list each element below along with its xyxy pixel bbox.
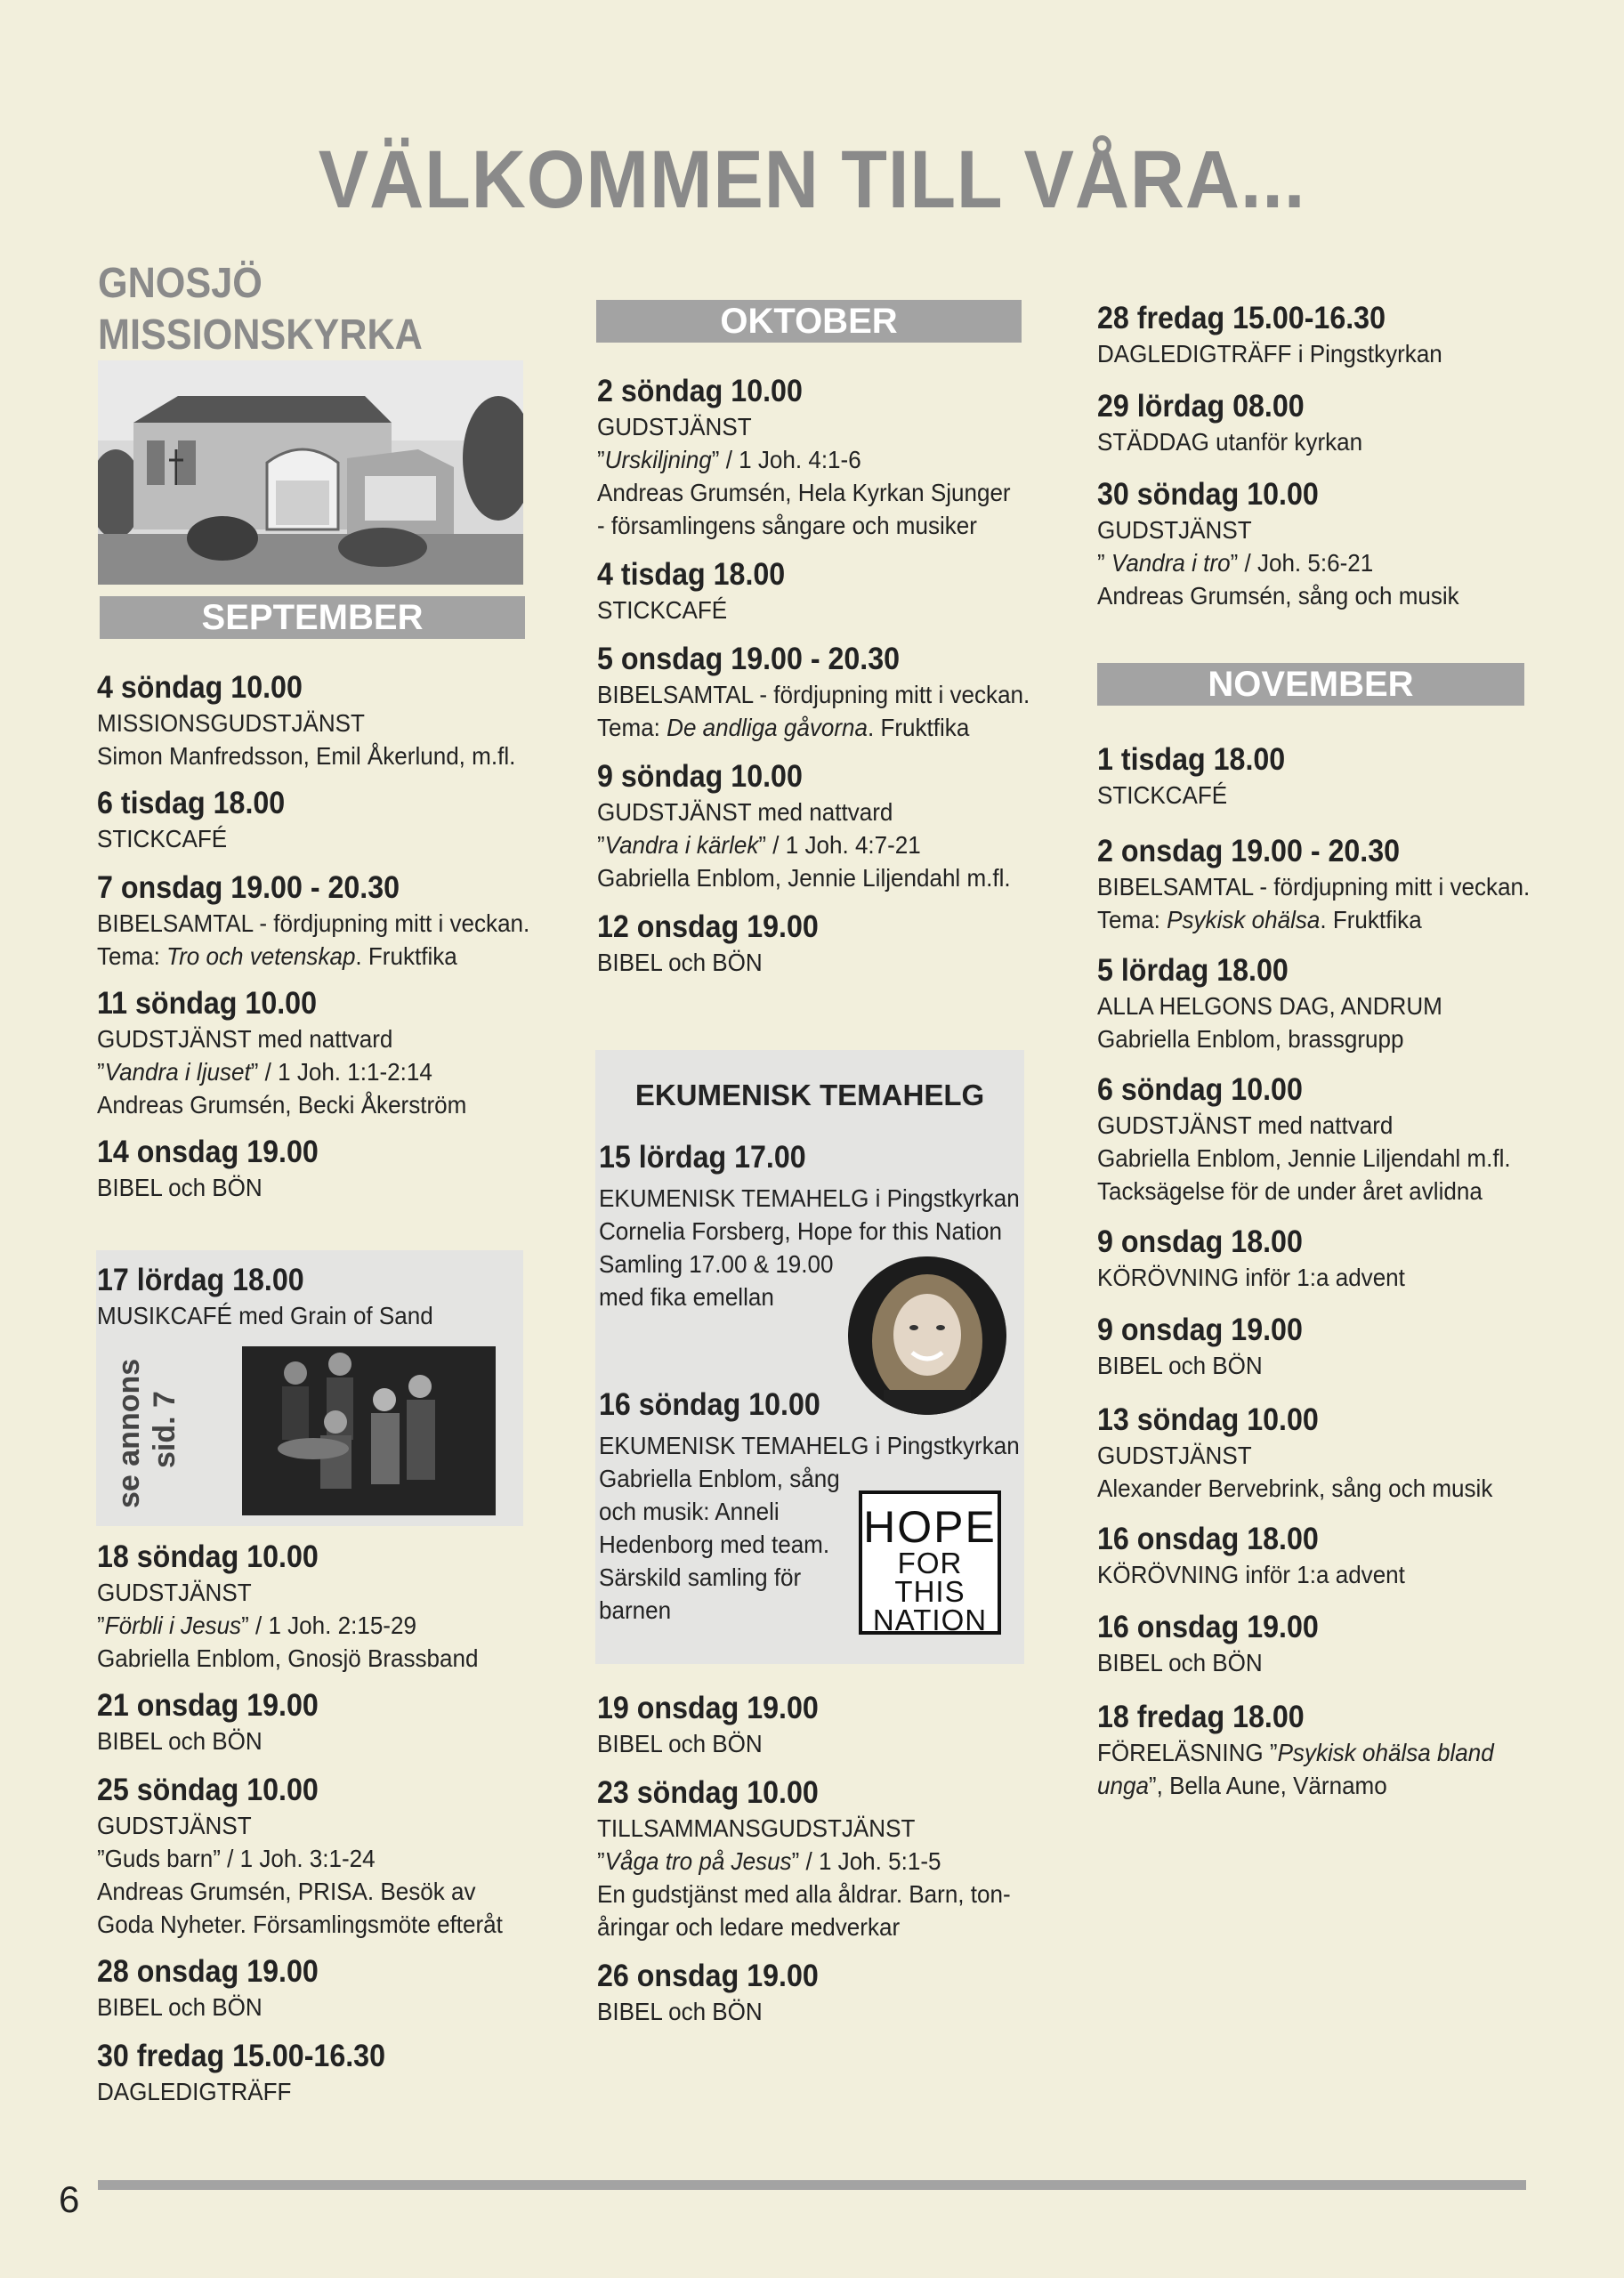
event-line: BIBEL och BÖN bbox=[97, 1993, 263, 2021]
event-line: BIBEL och BÖN bbox=[597, 1730, 763, 1757]
event bbox=[1097, 388, 1578, 458]
event-title: 16 onsdag 19.00 bbox=[1097, 1610, 1319, 1644]
event-line: med fika emellan bbox=[599, 1283, 774, 1311]
event-title: 30 fredag 15.00-16.30 bbox=[97, 2039, 385, 2073]
church-name-line2: MISSIONSKYRKA bbox=[98, 311, 423, 359]
musikcafe-event bbox=[97, 1262, 515, 1332]
oktober-events-col3 bbox=[1097, 300, 1578, 612]
event bbox=[597, 373, 1060, 542]
event-line: En gudstjänst med alla åldrar. Barn, ton- bbox=[597, 1880, 1011, 1908]
event bbox=[597, 1774, 1060, 1943]
event-line: BIBEL och BÖN bbox=[97, 1174, 263, 1201]
event bbox=[97, 1687, 560, 1757]
event-title: 6 tisdag 18.00 bbox=[97, 786, 286, 820]
event-line: MISSIONSGUDSTJÄNST bbox=[97, 709, 365, 737]
event-title: 29 lördag 08.00 bbox=[1097, 389, 1305, 424]
event bbox=[1097, 741, 1596, 812]
event-line: BIBEL och BÖN bbox=[1097, 1352, 1263, 1379]
event-line: Andreas Grumsén, sång och musik bbox=[1097, 582, 1459, 610]
event-title: 4 söndag 10.00 bbox=[97, 670, 303, 705]
event-line: GUDSTJÄNST med nattvard bbox=[97, 1025, 393, 1053]
event-title: 28 fredag 15.00-16.30 bbox=[1097, 301, 1386, 335]
event-lecture-cont: unga”, Bella Aune, Värnamo bbox=[1097, 1772, 1387, 1799]
event-line: MUSIKCAFÉ med Grain of Sand bbox=[97, 1302, 433, 1329]
event-title: 15 lördag 17.00 bbox=[599, 1140, 806, 1175]
november-events bbox=[1097, 741, 1596, 1802]
event-line: EKUMENISK TEMAHELG i Pingstkyrkan bbox=[599, 1432, 1020, 1459]
event-verse: ”Vandra i ljuset” / 1 Joh. 1:1-2:14 bbox=[97, 1058, 432, 1086]
event bbox=[1097, 952, 1596, 1055]
church-name-line1: GNOSJÖ bbox=[98, 260, 263, 307]
event bbox=[1097, 1224, 1596, 1294]
see-ad-line1: se annons bbox=[112, 1358, 146, 1508]
event-theme: Tema: De andliga gåvorna. Fruktfika bbox=[597, 714, 970, 741]
see-ad-note bbox=[111, 1359, 182, 1508]
event-title: 4 tisdag 18.00 bbox=[597, 557, 786, 592]
event-line: GUDSTJÄNST med nattvard bbox=[597, 798, 893, 826]
event bbox=[1097, 1521, 1596, 1591]
event-title: 17 lördag 18.00 bbox=[97, 1263, 304, 1297]
event-line: GUDSTJÄNST bbox=[597, 413, 752, 440]
event-line: STICKCAFÉ bbox=[597, 596, 728, 624]
event-line: Särskild samling för bbox=[599, 1563, 802, 1591]
event-line: TILLSAMMANSGUDSTJÄNST bbox=[597, 1814, 916, 1842]
event-title: 28 onsdag 19.00 bbox=[97, 1954, 319, 1989]
event bbox=[97, 669, 560, 772]
month-november: NOVEMBER bbox=[1097, 663, 1524, 706]
event-line: EKUMENISK TEMAHELG i Pingstkyrkan bbox=[599, 1184, 1020, 1212]
event-title: 1 tisdag 18.00 bbox=[1097, 742, 1286, 777]
event-line: - församlingens sångare och musiker bbox=[597, 512, 977, 539]
event bbox=[1097, 1402, 1596, 1505]
event-line: STICKCAFÉ bbox=[1097, 781, 1228, 809]
church-photo bbox=[98, 360, 523, 585]
event-verse: ” Vandra i tro” / Joh. 5:6-21 bbox=[1097, 549, 1374, 577]
event-title: 16 söndag 10.00 bbox=[599, 1387, 820, 1422]
event-line: ”Guds barn” / 1 Joh. 3:1-24 bbox=[97, 1845, 376, 1872]
event bbox=[97, 2038, 560, 2108]
event-title: 18 fredag 18.00 bbox=[1097, 1700, 1305, 1734]
oktober-events-late bbox=[597, 1690, 1060, 2028]
event-title: 6 söndag 10.00 bbox=[1097, 1072, 1303, 1107]
page-title: VÄLKOMMEN TILL VÅRA... bbox=[318, 134, 1306, 225]
event-verse: ”Urskiljning” / 1 Joh. 4:1-6 bbox=[597, 446, 861, 473]
event-line: GUDSTJÄNST bbox=[1097, 1442, 1252, 1469]
event-line: KÖRÖVNING inför 1:a advent bbox=[1097, 1561, 1405, 1588]
event-line: BIBEL och BÖN bbox=[597, 1998, 763, 2025]
event-line: åringar och ledare medverkar bbox=[597, 1913, 901, 1941]
event-line: Gabriella Enblom, brassgrupp bbox=[1097, 1025, 1404, 1053]
event-line: Goda Nyheter. Församlingsmöte efteråt bbox=[97, 1910, 503, 1938]
event-title: 2 onsdag 19.00 - 20.30 bbox=[1097, 834, 1401, 868]
event-title: 2 söndag 10.00 bbox=[597, 374, 803, 408]
church-name bbox=[98, 258, 514, 361]
event-title: 5 lördag 18.00 bbox=[1097, 953, 1289, 988]
event-line: BIBELSAMTAL - fördjupning mitt i veckan. bbox=[97, 909, 530, 937]
event-title: 21 onsdag 19.00 bbox=[97, 1688, 319, 1723]
event-verse: ”Förbli i Jesus” / 1 Joh. 2:15-29 bbox=[97, 1612, 416, 1639]
event-title: 13 söndag 10.00 bbox=[1097, 1402, 1319, 1437]
event-title: 16 onsdag 18.00 bbox=[1097, 1522, 1319, 1556]
event bbox=[97, 1772, 560, 1941]
event-title: 5 onsdag 19.00 - 20.30 bbox=[597, 642, 901, 676]
month-september: SEPTEMBER bbox=[100, 596, 525, 639]
event-title: 26 onsdag 19.00 bbox=[597, 1959, 819, 1993]
event-line: BIBEL och BÖN bbox=[1097, 1649, 1263, 1676]
event-line: Simon Manfredsson, Emil Åkerlund, m.fl. bbox=[97, 742, 516, 770]
event-line: BIBELSAMTAL - fördjupning mitt i veckan. bbox=[1097, 873, 1531, 901]
event-title: 30 söndag 10.00 bbox=[1097, 477, 1319, 512]
event-line: Samling 17.00 & 19.00 bbox=[599, 1250, 834, 1278]
event bbox=[597, 1690, 1060, 1760]
september-events bbox=[97, 669, 560, 1204]
event-line: DAGLEDIGTRÄFF bbox=[97, 2078, 292, 2105]
event-title: 18 söndag 10.00 bbox=[97, 1539, 319, 1574]
event-theme: Tema: Tro och vetenskap. Fruktfika bbox=[97, 942, 457, 970]
event-line: Gabriella Enblom, Jennie Liljendahl m.fl. bbox=[1097, 1144, 1511, 1172]
event-title: 25 söndag 10.00 bbox=[97, 1773, 319, 1807]
event bbox=[597, 556, 1060, 626]
event bbox=[1097, 476, 1578, 612]
event bbox=[597, 909, 1060, 979]
event-line: Andreas Grumsén, Becki Åkerström bbox=[97, 1091, 467, 1119]
september-events-2 bbox=[97, 1539, 560, 2108]
event bbox=[97, 1539, 560, 1675]
event-line: STÄDDAG utanför kyrkan bbox=[1097, 428, 1363, 456]
event bbox=[1097, 300, 1578, 370]
see-ad-line2: sid. 7 bbox=[148, 1391, 182, 1468]
event-line: GUDSTJÄNST bbox=[97, 1579, 252, 1606]
event-line: KÖRÖVNING inför 1:a advent bbox=[1097, 1264, 1405, 1291]
event bbox=[597, 1958, 1060, 2028]
event bbox=[1097, 1699, 1596, 1802]
event-line: DAGLEDIGTRÄFF i Pingstkyrkan bbox=[1097, 340, 1442, 368]
event bbox=[597, 758, 1060, 894]
event-line: Andreas Grumsén, Hela Kyrkan Sjunger bbox=[597, 479, 1011, 506]
event-title: 12 onsdag 19.00 bbox=[597, 909, 819, 944]
event-line: ALLA HELGONS DAG, ANDRUM bbox=[1097, 992, 1442, 1020]
event-title: 23 söndag 10.00 bbox=[597, 1775, 819, 1810]
event-line: BIBELSAMTAL - fördjupning mitt i veckan. bbox=[597, 681, 1030, 708]
event-title: 19 onsdag 19.00 bbox=[597, 1691, 819, 1725]
page-number: 6 bbox=[59, 2178, 80, 2220]
event-line: barnen bbox=[599, 1596, 672, 1624]
ekumenisk-heading: EKUMENISK TEMAHELG bbox=[634, 1078, 985, 1111]
event-line: BIBEL och BÖN bbox=[97, 1727, 263, 1755]
event-line: Gabriella Enblom, sång bbox=[599, 1465, 840, 1492]
event-line: BIBEL och BÖN bbox=[597, 949, 763, 976]
event-title: 11 söndag 10.00 bbox=[97, 986, 318, 1021]
event-line: GUDSTJÄNST bbox=[97, 1812, 252, 1839]
oktober-events bbox=[597, 373, 1060, 979]
event-line: Andreas Grumsén, PRISA. Besök av bbox=[97, 1878, 476, 1905]
event-line: Alexander Bervebrink, sång och musik bbox=[1097, 1474, 1493, 1502]
event-line: Gabriella Enblom, Gnosjö Brassband bbox=[97, 1644, 479, 1672]
event bbox=[1097, 1071, 1596, 1208]
event bbox=[97, 869, 560, 973]
event-line: och musik: Anneli bbox=[599, 1498, 780, 1525]
event-verse: ”Våga tro på Jesus” / 1 Joh. 5:1-5 bbox=[597, 1847, 941, 1875]
event-line: Tacksägelse för de under året avlidna bbox=[1097, 1177, 1483, 1205]
event bbox=[97, 785, 560, 855]
hope-for-this-nation-logo: HOPE FOR THIS NATION bbox=[859, 1490, 1001, 1635]
event-title: 9 onsdag 18.00 bbox=[1097, 1224, 1303, 1259]
event-theme: Tema: Psykisk ohälsa. Fruktfika bbox=[1097, 906, 1422, 933]
event-line: GUDSTJÄNST med nattvard bbox=[1097, 1111, 1394, 1139]
event-lecture: FÖRELÄSNING ”Psykisk ohälsa bland bbox=[1097, 1739, 1494, 1766]
event-line: Gabriella Enblom, Jennie Liljendahl m.fl. bbox=[597, 864, 1011, 892]
band-photo bbox=[242, 1346, 496, 1515]
event bbox=[97, 985, 560, 1121]
event-line: GUDSTJÄNST bbox=[1097, 516, 1252, 544]
event-title: 14 onsdag 19.00 bbox=[97, 1135, 319, 1169]
event-title: 7 onsdag 19.00 - 20.30 bbox=[97, 870, 400, 905]
event bbox=[97, 1134, 560, 1204]
month-oktober: OKTOBER bbox=[596, 300, 1022, 343]
event bbox=[1097, 833, 1596, 936]
event bbox=[597, 641, 1060, 744]
event bbox=[1097, 1312, 1596, 1382]
event bbox=[97, 1953, 560, 2024]
event bbox=[1097, 1609, 1596, 1679]
event-line: Hedenborg med team. bbox=[599, 1531, 830, 1558]
event-line: STICKCAFÉ bbox=[97, 825, 228, 852]
event-title: 9 onsdag 19.00 bbox=[1097, 1313, 1303, 1347]
event-line: Cornelia Forsberg, Hope for this Nation bbox=[599, 1217, 1003, 1245]
event-title: 9 söndag 10.00 bbox=[597, 759, 803, 794]
footer-rule bbox=[98, 2180, 1526, 2190]
event-verse: ”Vandra i kärlek” / 1 Joh. 4:7-21 bbox=[597, 831, 921, 859]
